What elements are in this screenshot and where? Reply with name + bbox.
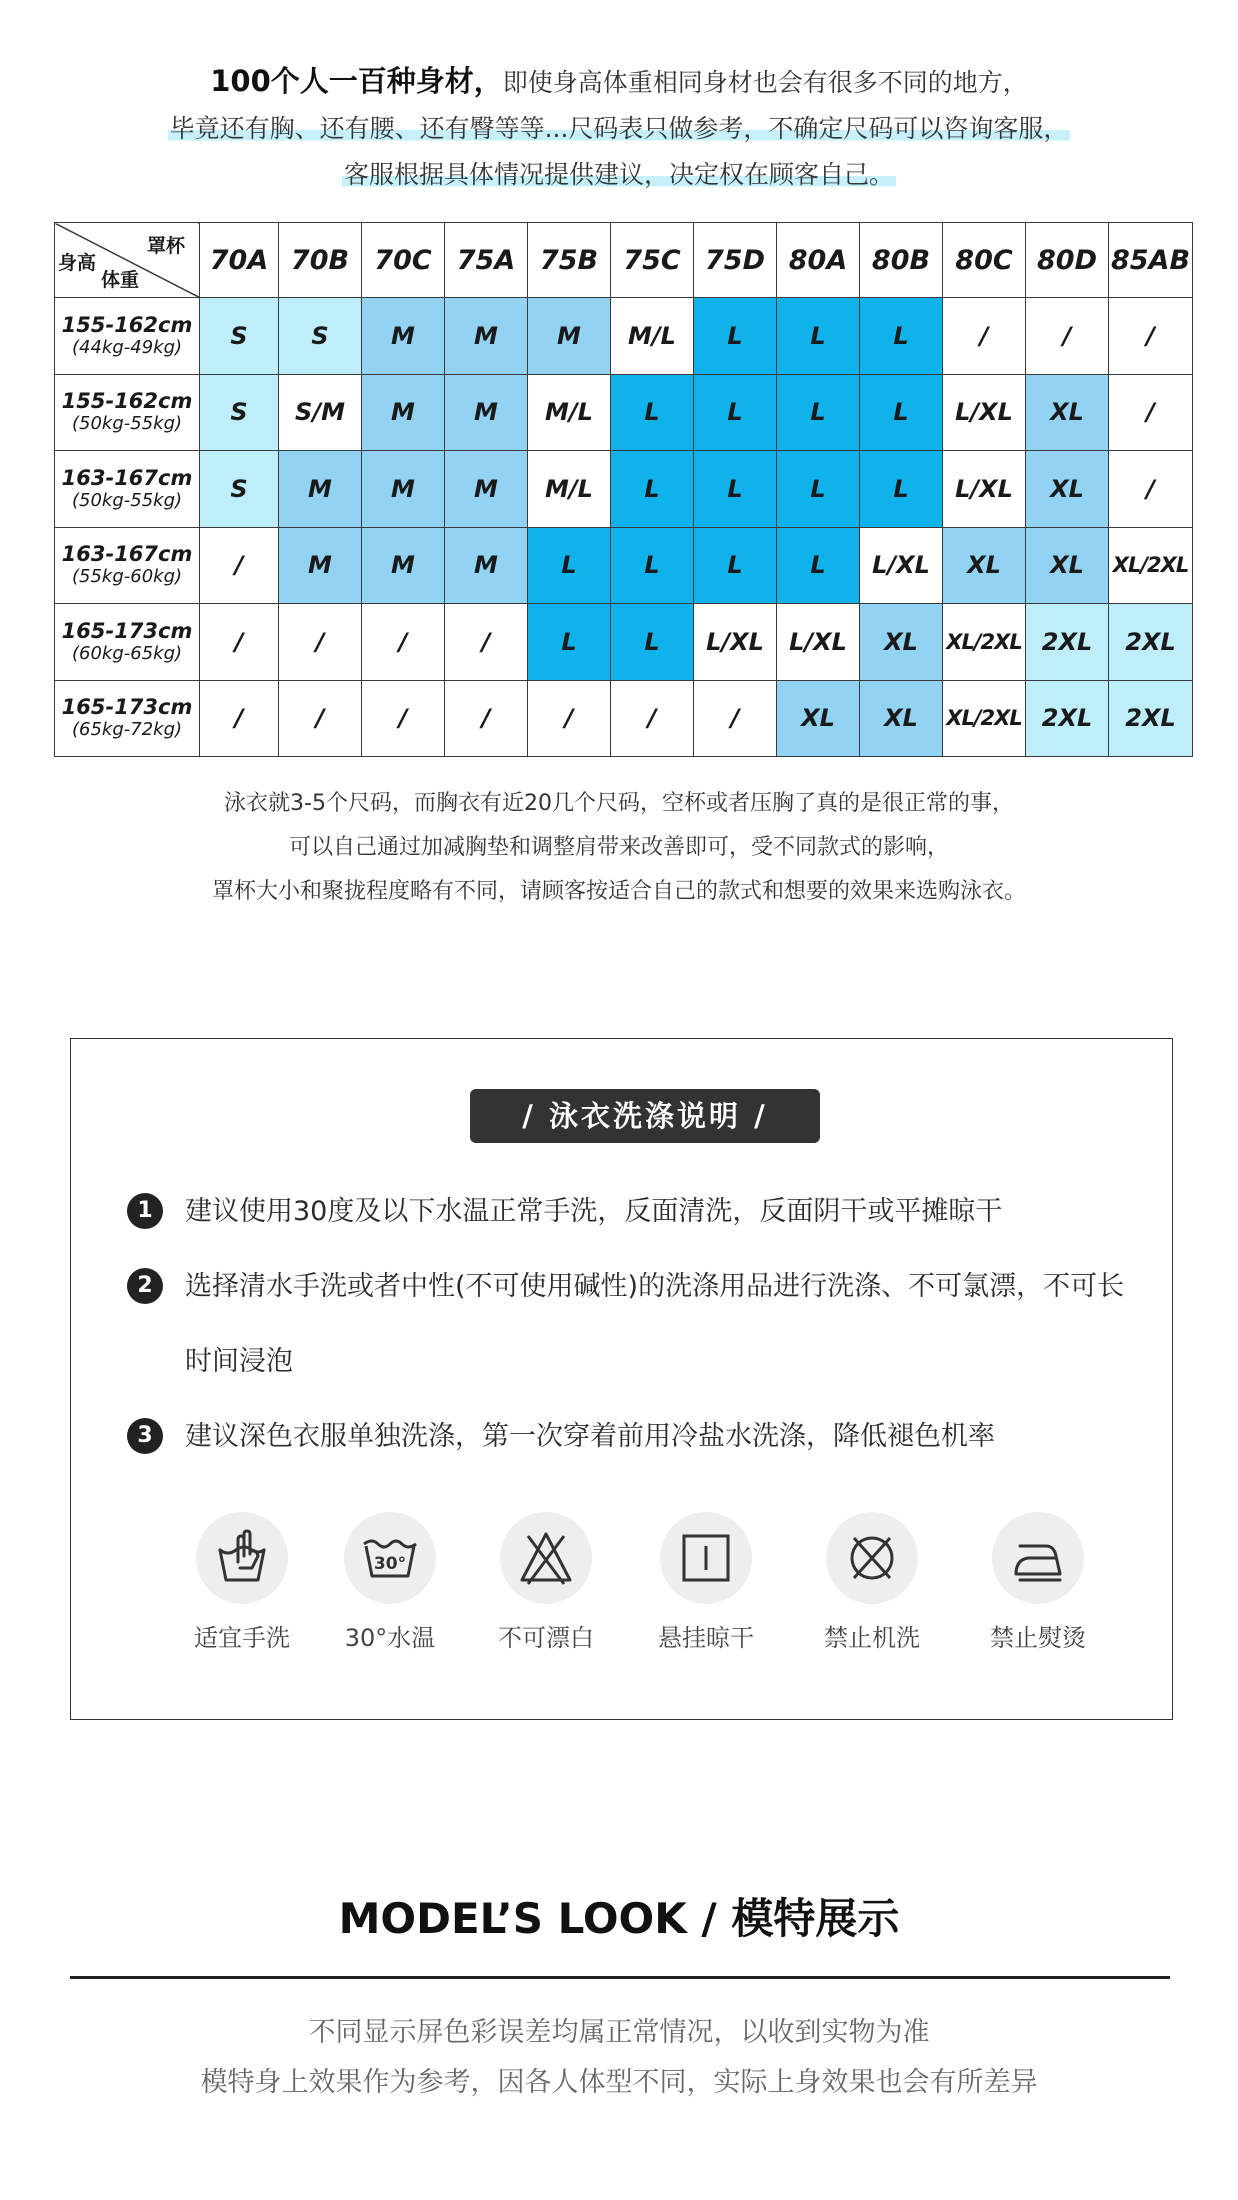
care-label: 禁止机洗 [824,1624,920,1652]
row-weight-label: (50kg-55kg) [71,489,183,511]
size-table-row [55,451,1193,528]
intro-bold: 100个人一百种身材， [210,64,503,98]
row-header [55,604,200,681]
no-bleach-icon [500,1512,592,1604]
row-weight-label: (50kg-55kg) [71,413,183,435]
wash-temp-label: 30° [373,1554,407,1574]
cup-header: 80B [860,223,943,298]
wash-item [127,1416,1147,1474]
model-divider [70,1976,1170,1979]
size-cell: S [279,298,362,375]
number-badge: 1 [127,1193,163,1229]
size-table-corner [55,223,200,298]
size-cell: 2XL [1026,604,1109,681]
wash-item-text: 选择清水手洗或者中性(不可使用碱性)的洗涤用品进行洗涤、不可氯漂，不可长时间浸泡 [185,1271,1125,1377]
size-cell: L [611,527,694,604]
row-weight-label: (65kg-72kg) [71,719,183,741]
cup-header: 80A [777,223,860,298]
model-section-title: MODEL’S LOOK / 模特展示 [338,1894,900,1943]
size-cell: XL [943,527,1026,604]
size-cell: 2XL [1026,680,1109,757]
size-cell: XL/2XL [943,604,1026,681]
cup-header: 75C [611,223,694,298]
size-cell: L/XL [694,604,777,681]
care-label: 禁止熨烫 [990,1624,1086,1652]
cup-header: 85AB [1109,223,1193,298]
size-cell: M [528,298,611,375]
size-cell: S [200,298,279,375]
row-header [55,374,200,451]
size-cell: XL [1026,527,1109,604]
size-table-row [55,527,1193,604]
size-cell: / [694,680,777,757]
intro-line-1-text: 即使身高体重相同身材也会有很多不同的地方， [502,68,1028,97]
size-cell: XL [1026,374,1109,451]
corner-weight-label: 体重 [101,269,140,291]
size-cell: / [445,680,528,757]
size-cell: L [694,374,777,451]
size-cell: M [279,451,362,528]
row-header [55,527,200,604]
care-label: 悬挂晾干 [658,1624,754,1652]
intro-line-2 [0,106,1238,152]
row-height-label: 165-173cm [61,618,193,643]
size-cell: XL [860,604,943,681]
size-cell: L/XL [860,527,943,604]
size-notes [0,782,1238,914]
size-cell: L [694,527,777,604]
cup-header: 80C [943,223,1026,298]
size-cell: / [200,604,279,681]
size-cell: M [445,527,528,604]
size-cell: / [200,680,279,757]
intro-line-3 [0,152,1238,198]
size-cell: / [528,680,611,757]
cup-header: 80D [1026,223,1109,298]
size-cell: M [279,527,362,604]
size-cell: M/L [611,298,694,375]
cup-header: 75D [694,223,777,298]
size-note-line: 泳衣就3-5个尺码，而胸衣有近20几个尺码，空杯或者压胸了真的是很正常的事， [224,791,1014,816]
size-cell: / [445,604,528,681]
size-cell: L/XL [943,374,1026,451]
cup-header: 70C [362,223,445,298]
size-cell: M [445,451,528,528]
hang-dry-icon [660,1512,752,1604]
row-weight-label: (60kg-65kg) [71,642,183,664]
care-no-machine-wash [802,1512,942,1653]
size-cell: XL/2XL [943,680,1026,757]
size-cell: M [445,298,528,375]
size-cell: XL [1026,451,1109,528]
number-badge: 2 [127,1268,163,1304]
size-cell: M/L [528,451,611,528]
care-hang-dry [636,1512,776,1653]
wash-30-icon [344,1512,436,1604]
size-cell: S [200,374,279,451]
intro-line-2-text: 毕竟还有胸、还有腰、还有臀等等...尺码表只做参考，不确定尺码可以咨询客服， [169,114,1069,143]
row-height-label: 155-162cm [61,312,193,337]
size-cell: L/XL [943,451,1026,528]
size-table-header-row [55,223,1193,298]
no-machine-wash-icon [826,1512,918,1604]
cup-header: 70B [279,223,362,298]
no-iron-icon [992,1512,1084,1604]
care-no-iron [968,1512,1108,1653]
hand-wash-icon [196,1512,288,1604]
size-cell: / [1026,298,1109,375]
size-cell: L [777,374,860,451]
model-note-line: 模特身上效果作为参考，因各人体型不同，实际上身效果也会有所差异 [200,2067,1038,2098]
row-header [55,680,200,757]
size-cell: L [860,451,943,528]
size-cell: L [777,298,860,375]
size-cell: / [279,604,362,681]
care-wash-30 [320,1512,460,1653]
wash-item [127,1191,1147,1249]
row-weight-label: (55kg-60kg) [71,566,183,588]
size-cell: XL [777,680,860,757]
row-height-label: 163-167cm [61,465,193,490]
size-cell: / [279,680,362,757]
cup-header: 75B [528,223,611,298]
care-label: 30°水温 [344,1624,436,1652]
wash-item-text: 建议使用30度及以下水温正常手洗，反面清洗，反面阴干或平摊晾干 [185,1196,1003,1227]
size-table-row [55,604,1193,681]
row-header [55,451,200,528]
size-note-line: 可以自己通过加减胸垫和调整肩带来改善即可，受不同款式的影响， [288,835,949,860]
size-cell: L/XL [777,604,860,681]
size-table-row [55,374,1193,451]
size-cell: L [860,374,943,451]
wash-title: / 泳衣洗涤说明 / [470,1089,820,1143]
size-cell: L [694,298,777,375]
size-table [54,222,1193,757]
row-height-label: 163-167cm [61,542,193,567]
cup-header: 70A [200,223,279,298]
size-cell: / [611,680,694,757]
size-cell: XL [860,680,943,757]
care-label: 不可漂白 [498,1624,594,1652]
wash-item-text: 建议深色衣服单独洗涤，第一次穿着前用冷盐水洗涤，降低褪色机率 [185,1421,995,1452]
model-notes [0,2008,1238,2108]
size-cell: M [362,374,445,451]
care-hand-wash [172,1512,312,1653]
size-cell: M/L [528,374,611,451]
size-cell: / [362,680,445,757]
size-cell: L [777,451,860,528]
size-cell: / [362,604,445,681]
size-cell: L [611,604,694,681]
size-cell: L [694,451,777,528]
size-cell: S [200,451,279,528]
wash-instructions-box [70,1038,1173,1720]
number-badge: 3 [127,1418,163,1454]
size-table-row [55,680,1193,757]
care-label: 适宜手洗 [194,1624,290,1652]
size-cell: XL/2XL [1109,527,1193,604]
row-height-label: 165-173cm [61,695,193,720]
wash-item [127,1266,1147,1399]
row-height-label: 155-162cm [61,389,193,414]
corner-height-label: 身高 [58,252,97,274]
row-weight-label: (44kg-49kg) [71,336,183,358]
intro-line-3-text: 客服根据具体情况提供建议，决定权在顾客自己。 [343,160,894,189]
size-cell: / [1109,451,1193,528]
size-cell: L [611,374,694,451]
size-cell: L [528,527,611,604]
size-cell: / [1109,374,1193,451]
cup-header: 75A [445,223,528,298]
intro [0,58,1238,198]
size-cell: M [362,527,445,604]
intro-line-1 [0,58,1238,106]
size-cell: S/M [279,374,362,451]
size-cell: 2XL [1109,680,1193,757]
size-cell: L [611,451,694,528]
size-table-row [55,298,1193,375]
size-cell: / [1109,298,1193,375]
size-cell: / [200,527,279,604]
size-cell: L [528,604,611,681]
size-cell: / [943,298,1026,375]
care-no-bleach [476,1512,616,1653]
size-cell: 2XL [1109,604,1193,681]
size-cell: L [777,527,860,604]
size-cell: M [445,374,528,451]
size-note-line: 罩杯大小和聚拢程度略有不同，请顾客按适合自己的款式和想要的效果来选购泳衣。 [211,879,1026,904]
size-cell: M [362,298,445,375]
size-cell: L [860,298,943,375]
size-table-body [55,298,1193,757]
size-cell: M [362,451,445,528]
row-header [55,298,200,375]
model-note-line: 不同显示屏色彩误差均属正常情况，以收到实物为准 [308,2017,930,2048]
corner-cup-label: 罩杯 [146,235,185,257]
